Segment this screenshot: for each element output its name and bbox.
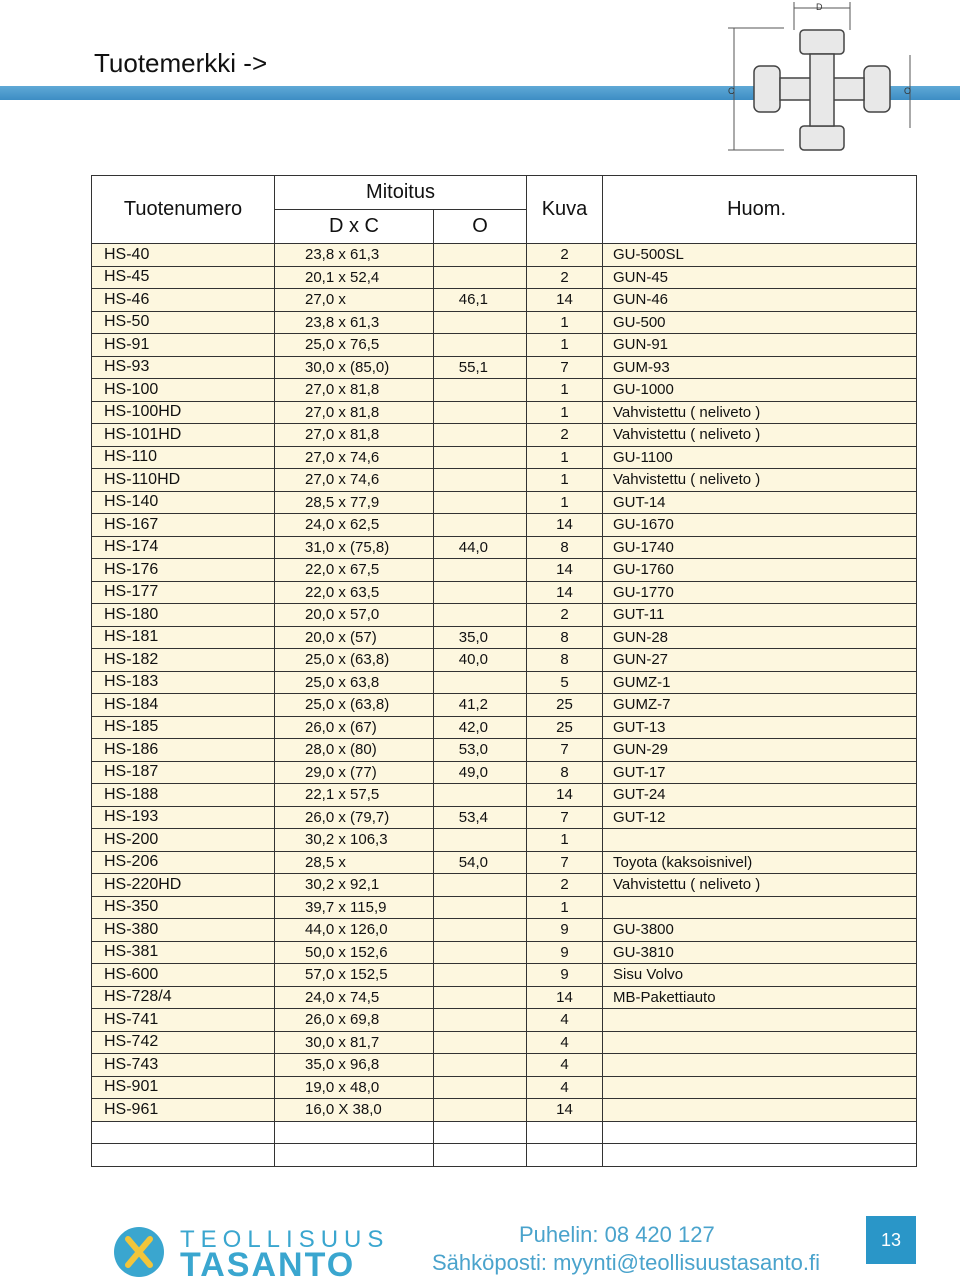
cell-dimension: 31,0 x (75,8) bbox=[275, 536, 434, 559]
cell-dimension: 26,0 x 69,8 bbox=[275, 1009, 434, 1032]
cell-code: HS-45 bbox=[92, 266, 275, 289]
cell-code: HS-176 bbox=[92, 559, 275, 582]
table-row bbox=[92, 536, 917, 559]
cell-dimension: 27,0 x 74,6 bbox=[275, 446, 434, 469]
cell-kuva: 4 bbox=[527, 1031, 603, 1054]
cell-dimension: 35,0 x 96,8 bbox=[275, 1054, 434, 1077]
cell-kuva: 5 bbox=[527, 671, 603, 694]
cell-code: HS-188 bbox=[92, 784, 275, 807]
cell-o bbox=[434, 671, 527, 694]
empty-cell bbox=[92, 1121, 275, 1144]
header-tuotenumero: Tuotenumero bbox=[92, 176, 275, 244]
cell-code: HS-140 bbox=[92, 491, 275, 514]
empty-cell bbox=[527, 1121, 603, 1144]
cell-dimension: 25,0 x (63,8) bbox=[275, 694, 434, 717]
cell-kuva: 14 bbox=[527, 514, 603, 537]
cell-kuva: 4 bbox=[527, 1076, 603, 1099]
cell-o bbox=[434, 424, 527, 447]
cell-note: GUMZ-1 bbox=[603, 671, 917, 694]
cell-note: GU-3810 bbox=[603, 941, 917, 964]
cell-note: MB-Pakettiauto bbox=[603, 986, 917, 1009]
cell-o bbox=[434, 964, 527, 987]
cell-note: GUN-27 bbox=[603, 649, 917, 672]
table-row bbox=[92, 1076, 917, 1099]
cell-note: GUN-46 bbox=[603, 289, 917, 312]
cell-kuva: 8 bbox=[527, 536, 603, 559]
cell-note: GUN-29 bbox=[603, 739, 917, 762]
table-row bbox=[92, 784, 917, 807]
cell-o bbox=[434, 941, 527, 964]
cell-o: 53,4 bbox=[434, 806, 527, 829]
cell-o bbox=[434, 514, 527, 537]
cell-o: 35,0 bbox=[434, 626, 527, 649]
cell-kuva: 14 bbox=[527, 784, 603, 807]
cell-kuva: 1 bbox=[527, 334, 603, 357]
table-row bbox=[92, 424, 917, 447]
cell-code: HS-40 bbox=[92, 244, 275, 267]
table-row bbox=[92, 446, 917, 469]
empty-cell bbox=[434, 1144, 527, 1167]
cell-dimension: 26,0 x (67) bbox=[275, 716, 434, 739]
label-c: C bbox=[728, 86, 735, 96]
cell-note: Vahvistettu ( neliveto ) bbox=[603, 424, 917, 447]
cell-dimension: 16,0 X 38,0 bbox=[275, 1099, 434, 1122]
header-mitoitus: Mitoitus bbox=[275, 176, 527, 210]
table-row bbox=[92, 1054, 917, 1077]
empty-cell bbox=[603, 1121, 917, 1144]
cell-kuva: 1 bbox=[527, 491, 603, 514]
cell-note: GU-3800 bbox=[603, 919, 917, 942]
empty-cell bbox=[92, 1144, 275, 1167]
cell-code: HS-187 bbox=[92, 761, 275, 784]
cell-code: HS-741 bbox=[92, 1009, 275, 1032]
cell-code: HS-728/4 bbox=[92, 986, 275, 1009]
cell-code: HS-380 bbox=[92, 919, 275, 942]
cell-note: GU-1000 bbox=[603, 379, 917, 402]
cell-kuva: 9 bbox=[527, 941, 603, 964]
cell-kuva: 4 bbox=[527, 1054, 603, 1077]
cell-kuva: 1 bbox=[527, 469, 603, 492]
cell-note: GU-1760 bbox=[603, 559, 917, 582]
cell-note: GUMZ-7 bbox=[603, 694, 917, 717]
table-row bbox=[92, 581, 917, 604]
cell-kuva: 9 bbox=[527, 964, 603, 987]
cell-o bbox=[434, 559, 527, 582]
table-row bbox=[92, 896, 917, 919]
cell-dimension: 27,0 x 81,8 bbox=[275, 401, 434, 424]
header-o: O bbox=[434, 210, 527, 244]
cell-kuva: 14 bbox=[527, 581, 603, 604]
table-row bbox=[92, 1099, 917, 1122]
cell-dimension: 25,0 x 76,5 bbox=[275, 334, 434, 357]
cell-o bbox=[434, 379, 527, 402]
table-row bbox=[92, 829, 917, 852]
cell-code: HS-961 bbox=[92, 1099, 275, 1122]
cell-note: GU-500SL bbox=[603, 244, 917, 267]
cell-o bbox=[434, 874, 527, 897]
cell-note: GUN-28 bbox=[603, 626, 917, 649]
cell-o bbox=[434, 446, 527, 469]
cell-o: 55,1 bbox=[434, 356, 527, 379]
cell-o bbox=[434, 604, 527, 627]
cell-code: HS-743 bbox=[92, 1054, 275, 1077]
cell-note: GUT-17 bbox=[603, 761, 917, 784]
table-row bbox=[92, 649, 917, 672]
contact-email: Sähköposti: myynti@teollisuustasanto.fi bbox=[432, 1250, 820, 1275]
cell-code: HS-91 bbox=[92, 334, 275, 357]
cell-o bbox=[434, 401, 527, 424]
cell-o bbox=[434, 896, 527, 919]
cell-code: HS-381 bbox=[92, 941, 275, 964]
cell-code: HS-110HD bbox=[92, 469, 275, 492]
cell-kuva: 1 bbox=[527, 829, 603, 852]
table-row bbox=[92, 356, 917, 379]
cell-kuva: 25 bbox=[527, 694, 603, 717]
cell-code: HS-110 bbox=[92, 446, 275, 469]
cell-code: HS-901 bbox=[92, 1076, 275, 1099]
cell-code: HS-100HD bbox=[92, 401, 275, 424]
cell-note: Vahvistettu ( neliveto ) bbox=[603, 874, 917, 897]
cell-o bbox=[434, 469, 527, 492]
label-d: D bbox=[816, 2, 823, 12]
cell-kuva: 1 bbox=[527, 311, 603, 334]
table-row bbox=[92, 1031, 917, 1054]
cell-kuva: 1 bbox=[527, 401, 603, 424]
empty-cell bbox=[275, 1121, 434, 1144]
cell-code: HS-193 bbox=[92, 806, 275, 829]
table-row bbox=[92, 311, 917, 334]
label-o: O bbox=[904, 86, 912, 96]
cell-o: 44,0 bbox=[434, 536, 527, 559]
cell-kuva: 7 bbox=[527, 806, 603, 829]
cell-o bbox=[434, 1031, 527, 1054]
cell-code: HS-600 bbox=[92, 964, 275, 987]
cell-note bbox=[603, 829, 917, 852]
cell-kuva: 4 bbox=[527, 1009, 603, 1032]
cell-note: GUT-24 bbox=[603, 784, 917, 807]
page-number: 13 bbox=[866, 1216, 916, 1264]
cell-note: Vahvistettu ( neliveto ) bbox=[603, 401, 917, 424]
cell-code: HS-181 bbox=[92, 626, 275, 649]
cell-code: HS-184 bbox=[92, 694, 275, 717]
cell-kuva: 7 bbox=[527, 739, 603, 762]
cell-dimension: 50,0 x 152,6 bbox=[275, 941, 434, 964]
cell-dimension: 44,0 x 126,0 bbox=[275, 919, 434, 942]
table-row bbox=[92, 941, 917, 964]
table-row bbox=[92, 806, 917, 829]
table-row bbox=[92, 289, 917, 312]
cell-dimension: 22,1 x 57,5 bbox=[275, 784, 434, 807]
cell-dimension: 29,0 x (77) bbox=[275, 761, 434, 784]
cell-note: GU-1770 bbox=[603, 581, 917, 604]
cell-o bbox=[434, 266, 527, 289]
empty-cell bbox=[434, 1121, 527, 1144]
header-kuva: Kuva bbox=[527, 176, 603, 244]
cell-dimension: 20,1 x 52,4 bbox=[275, 266, 434, 289]
cell-code: HS-100 bbox=[92, 379, 275, 402]
cell-dimension: 28,0 x (80) bbox=[275, 739, 434, 762]
cell-code: HS-186 bbox=[92, 739, 275, 762]
cell-dimension: 27,0 x bbox=[275, 289, 434, 312]
cell-note: GUN-45 bbox=[603, 266, 917, 289]
cell-o bbox=[434, 311, 527, 334]
logo-mark-icon bbox=[114, 1227, 164, 1277]
cell-dimension: 28,5 x 77,9 bbox=[275, 491, 434, 514]
cell-note: GU-1670 bbox=[603, 514, 917, 537]
cell-dimension: 27,0 x 81,8 bbox=[275, 424, 434, 447]
cell-o bbox=[434, 581, 527, 604]
product-table bbox=[91, 175, 917, 1167]
cell-dimension: 22,0 x 63,5 bbox=[275, 581, 434, 604]
cell-kuva: 2 bbox=[527, 424, 603, 447]
cell-o: 42,0 bbox=[434, 716, 527, 739]
cell-o: 49,0 bbox=[434, 761, 527, 784]
logo-line1: TEOLLISUUS bbox=[180, 1226, 390, 1253]
cell-o bbox=[434, 244, 527, 267]
empty-cell bbox=[275, 1144, 434, 1167]
cell-kuva: 2 bbox=[527, 244, 603, 267]
company-logo bbox=[114, 1220, 390, 1284]
cell-kuva: 7 bbox=[527, 851, 603, 874]
empty-cell bbox=[603, 1144, 917, 1167]
cell-dimension: 30,2 x 92,1 bbox=[275, 874, 434, 897]
cell-note bbox=[603, 1099, 917, 1122]
table-row bbox=[92, 739, 917, 762]
empty-row bbox=[92, 1144, 917, 1167]
cell-code: HS-101HD bbox=[92, 424, 275, 447]
cell-note: GUN-91 bbox=[603, 334, 917, 357]
table-row bbox=[92, 671, 917, 694]
cell-kuva: 14 bbox=[527, 289, 603, 312]
cell-o bbox=[434, 1054, 527, 1077]
cell-dimension: 30,0 x (85,0) bbox=[275, 356, 434, 379]
cell-code: HS-46 bbox=[92, 289, 275, 312]
cell-code: HS-167 bbox=[92, 514, 275, 537]
cell-kuva: 14 bbox=[527, 986, 603, 1009]
table-row bbox=[92, 874, 917, 897]
cell-o: 53,0 bbox=[434, 739, 527, 762]
cell-code: HS-206 bbox=[92, 851, 275, 874]
cell-note: GU-1100 bbox=[603, 446, 917, 469]
cell-kuva: 2 bbox=[527, 604, 603, 627]
cell-code: HS-185 bbox=[92, 716, 275, 739]
table-row bbox=[92, 964, 917, 987]
cell-dimension: 19,0 x 48,0 bbox=[275, 1076, 434, 1099]
table-row bbox=[92, 559, 917, 582]
cell-o bbox=[434, 1099, 527, 1122]
cell-note: GUT-11 bbox=[603, 604, 917, 627]
table-row bbox=[92, 716, 917, 739]
table-row bbox=[92, 986, 917, 1009]
cell-dimension: 25,0 x (63,8) bbox=[275, 649, 434, 672]
cell-dimension: 28,5 x bbox=[275, 851, 434, 874]
contact-phone: Puhelin: 08 420 127 bbox=[519, 1222, 715, 1247]
logo-line2: TASANTO bbox=[180, 1246, 356, 1284]
table-row bbox=[92, 851, 917, 874]
cell-note: GUM-93 bbox=[603, 356, 917, 379]
cell-kuva: 14 bbox=[527, 1099, 603, 1122]
cell-code: HS-182 bbox=[92, 649, 275, 672]
cell-o bbox=[434, 919, 527, 942]
cell-code: HS-220HD bbox=[92, 874, 275, 897]
cell-dimension: 30,0 x 81,7 bbox=[275, 1031, 434, 1054]
cell-dimension: 39,7 x 115,9 bbox=[275, 896, 434, 919]
cell-kuva: 1 bbox=[527, 446, 603, 469]
cell-note: Sisu Volvo bbox=[603, 964, 917, 987]
cell-kuva: 8 bbox=[527, 649, 603, 672]
cell-code: HS-742 bbox=[92, 1031, 275, 1054]
cell-note bbox=[603, 1054, 917, 1077]
cell-o bbox=[434, 491, 527, 514]
cell-note: Toyota (kaksoisnivel) bbox=[603, 851, 917, 874]
table-row bbox=[92, 244, 917, 267]
cell-code: HS-177 bbox=[92, 581, 275, 604]
table-row bbox=[92, 491, 917, 514]
table-row bbox=[92, 694, 917, 717]
cell-note bbox=[603, 1076, 917, 1099]
cell-o bbox=[434, 1076, 527, 1099]
cell-note: GUT-12 bbox=[603, 806, 917, 829]
table-row bbox=[92, 469, 917, 492]
cell-note bbox=[603, 1031, 917, 1054]
cell-code: HS-183 bbox=[92, 671, 275, 694]
table-row bbox=[92, 1009, 917, 1032]
cell-kuva: 1 bbox=[527, 379, 603, 402]
cell-code: HS-200 bbox=[92, 829, 275, 852]
cell-note: GU-500 bbox=[603, 311, 917, 334]
cell-dimension: 30,2 x 106,3 bbox=[275, 829, 434, 852]
cell-kuva: 8 bbox=[527, 626, 603, 649]
cell-dimension: 23,8 x 61,3 bbox=[275, 311, 434, 334]
cell-kuva: 9 bbox=[527, 919, 603, 942]
table-row bbox=[92, 919, 917, 942]
cell-kuva: 14 bbox=[527, 559, 603, 582]
cell-o bbox=[434, 829, 527, 852]
cell-o bbox=[434, 986, 527, 1009]
cell-code: HS-180 bbox=[92, 604, 275, 627]
cell-note bbox=[603, 896, 917, 919]
cell-code: HS-50 bbox=[92, 311, 275, 334]
cell-note bbox=[603, 1009, 917, 1032]
cell-dimension: 24,0 x 62,5 bbox=[275, 514, 434, 537]
cell-o: 41,2 bbox=[434, 694, 527, 717]
empty-cell bbox=[527, 1144, 603, 1167]
cell-code: HS-174 bbox=[92, 536, 275, 559]
cell-kuva: 1 bbox=[527, 896, 603, 919]
cell-note: Vahvistettu ( neliveto ) bbox=[603, 469, 917, 492]
header-dxc: D x C bbox=[275, 210, 434, 244]
cell-o: 54,0 bbox=[434, 851, 527, 874]
table-row bbox=[92, 626, 917, 649]
table-row bbox=[92, 334, 917, 357]
cell-o bbox=[434, 1009, 527, 1032]
table-row bbox=[92, 401, 917, 424]
cell-dimension: 27,0 x 74,6 bbox=[275, 469, 434, 492]
table-row bbox=[92, 266, 917, 289]
cell-kuva: 25 bbox=[527, 716, 603, 739]
table-row bbox=[92, 379, 917, 402]
cell-o: 46,1 bbox=[434, 289, 527, 312]
cell-o bbox=[434, 334, 527, 357]
cell-dimension: 23,8 x 61,3 bbox=[275, 244, 434, 267]
table-row bbox=[92, 604, 917, 627]
cell-dimension: 22,0 x 67,5 bbox=[275, 559, 434, 582]
cell-dimension: 25,0 x 63,8 bbox=[275, 671, 434, 694]
cell-note: GU-1740 bbox=[603, 536, 917, 559]
cell-dimension: 20,0 x (57) bbox=[275, 626, 434, 649]
cell-o bbox=[434, 784, 527, 807]
cell-kuva: 2 bbox=[527, 874, 603, 897]
cell-code: HS-93 bbox=[92, 356, 275, 379]
u-joint-diagram bbox=[724, 0, 920, 158]
cell-dimension: 24,0 x 74,5 bbox=[275, 986, 434, 1009]
cell-kuva: 2 bbox=[527, 266, 603, 289]
table-row bbox=[92, 514, 917, 537]
page-title: Tuotemerkki -> bbox=[94, 48, 268, 78]
cell-dimension: 26,0 x (79,7) bbox=[275, 806, 434, 829]
empty-row bbox=[92, 1121, 917, 1144]
cell-o: 40,0 bbox=[434, 649, 527, 672]
cell-dimension: 20,0 x 57,0 bbox=[275, 604, 434, 627]
cell-note: GUT-13 bbox=[603, 716, 917, 739]
header-huom: Huom. bbox=[603, 176, 917, 244]
cell-dimension: 57,0 x 152,5 bbox=[275, 964, 434, 987]
cell-dimension: 27,0 x 81,8 bbox=[275, 379, 434, 402]
table-row bbox=[92, 761, 917, 784]
cell-kuva: 8 bbox=[527, 761, 603, 784]
cell-code: HS-350 bbox=[92, 896, 275, 919]
cell-kuva: 7 bbox=[527, 356, 603, 379]
cell-note: GUT-14 bbox=[603, 491, 917, 514]
